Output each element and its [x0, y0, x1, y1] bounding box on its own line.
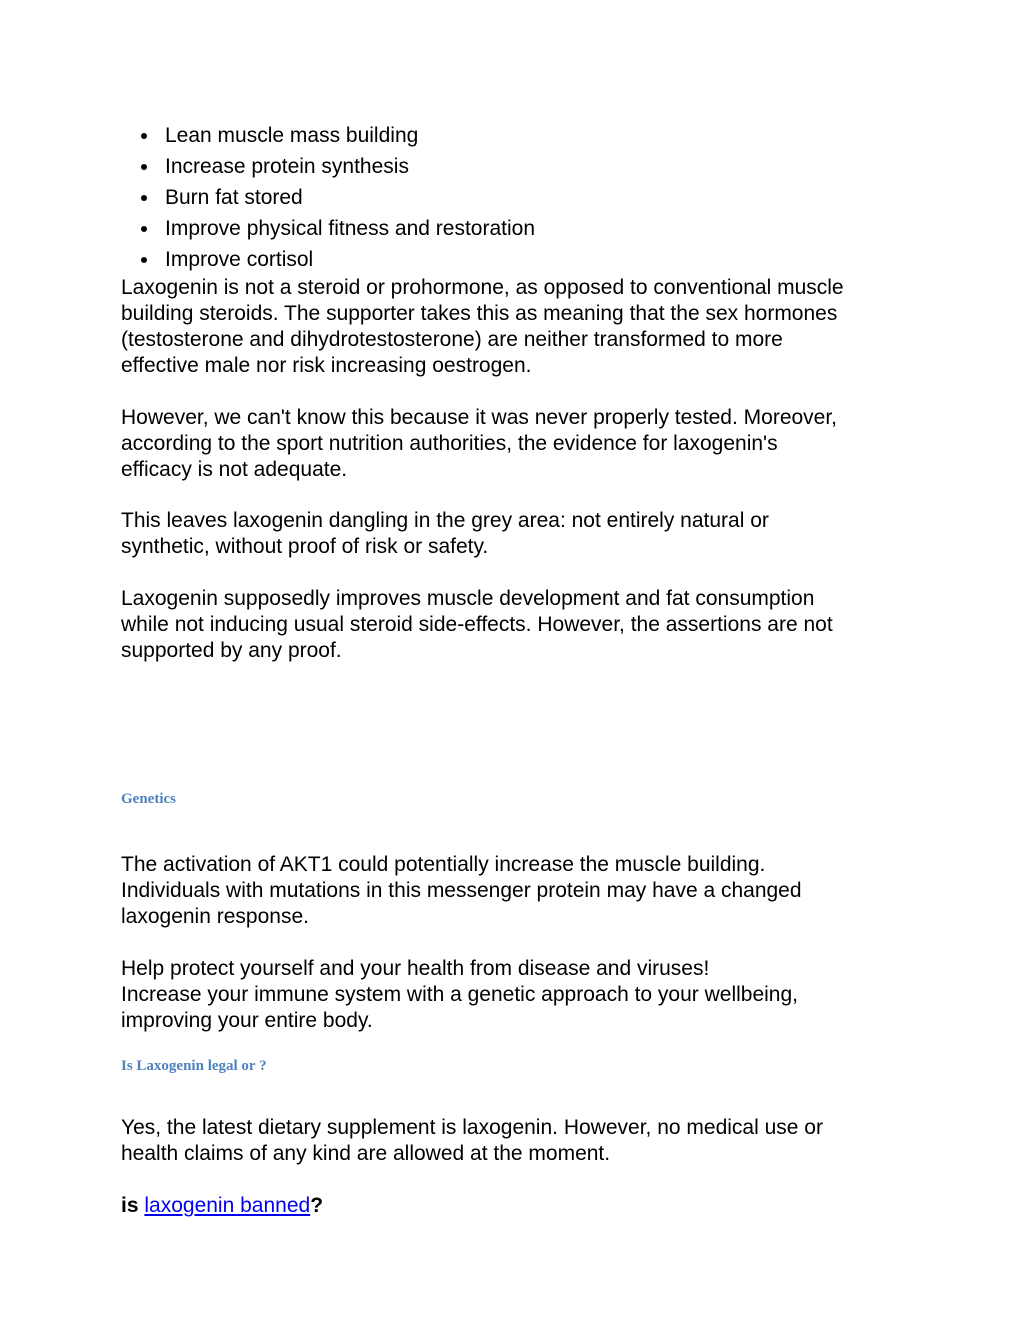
legal-heading: Is Laxogenin legal or ?: [121, 1058, 267, 1074]
final-prefix: is: [121, 1194, 139, 1217]
list-item: [121, 182, 911, 213]
paragraph-not-steroid: [121, 275, 911, 379]
text-line: according to the sport nutrition authorities, the evidence for laxogenin's: [121, 432, 778, 455]
list-item-text: Increase protein synthesis: [165, 155, 409, 178]
text-line: health claims of any kind are allowed at the moment.: [121, 1142, 611, 1165]
text-line: Yes, the latest dietary supplement is laxogenin. However, no medical use or: [121, 1116, 823, 1139]
text-line: Individuals with mutations in this messenger protein may have a changed: [121, 879, 802, 902]
benefits-list: [121, 120, 911, 275]
genetics-heading: Genetics: [121, 791, 176, 807]
text-line: This leaves laxogenin dangling in the grey area: not entirely natural or: [121, 509, 769, 532]
document-page: [121, 120, 911, 1219]
list-item-text: Lean muscle mass building: [165, 124, 419, 147]
text-line: Help protect yourself and your health from disease and viruses!: [121, 957, 710, 980]
text-line: (testosterone and dihydrotestosterone) are neither transformed to more: [121, 328, 783, 351]
text-line: supported by any proof.: [121, 639, 342, 662]
text-line: effective male nor risk increasing oestrogen.: [121, 354, 532, 377]
final-suffix: ?: [310, 1194, 324, 1217]
text-line: while not inducing usual steroid side-effects. However, the assertions are not: [121, 613, 833, 636]
paragraph-grey-area: [121, 508, 911, 560]
text-line: Laxogenin supposedly improves muscle development and fat consumption: [121, 587, 815, 610]
paragraph-akt1: [121, 852, 911, 930]
bullet-dot-icon: [141, 257, 147, 263]
text-line: However, we can't know this because it was never properly tested. Moreover,: [121, 406, 838, 429]
list-item-text: Improve cortisol: [165, 248, 314, 271]
list-item: [121, 151, 911, 182]
list-item: [121, 213, 911, 244]
bullet-dot-icon: [141, 133, 147, 139]
text-line: synthetic, without proof of risk or safety.: [121, 535, 489, 558]
laxogenin-banned-link[interactable]: laxogenin banned: [144, 1194, 311, 1217]
text-line: improving your entire body.: [121, 1009, 373, 1032]
paragraph-legal: [121, 1115, 911, 1167]
bullet-dot-icon: [141, 226, 147, 232]
text-line: efficacy is not adequate.: [121, 458, 348, 481]
text-line: Laxogenin is not a steroid or prohormone, as opposed to conventional muscle: [121, 276, 844, 299]
paragraph-claims: [121, 586, 911, 664]
paragraph-immune: [121, 956, 911, 1034]
text-line: The activation of AKT1 could potentially increase the muscle building.: [121, 853, 766, 876]
list-item: [121, 244, 911, 275]
bullet-dot-icon: [141, 195, 147, 201]
list-item: [121, 120, 911, 151]
text-line: Increase your immune system with a genetic approach to your wellbeing,: [121, 983, 799, 1006]
text-line: building steroids. The supporter takes this as meaning that the sex hormones: [121, 302, 838, 325]
bullet-dot-icon: [141, 164, 147, 170]
list-item-text: Improve physical fitness and restoration: [165, 217, 536, 240]
text-line: laxogenin response.: [121, 905, 309, 928]
final-question: [121, 1193, 911, 1219]
paragraph-not-tested: [121, 405, 911, 483]
list-item-text: Burn fat stored: [165, 186, 303, 209]
